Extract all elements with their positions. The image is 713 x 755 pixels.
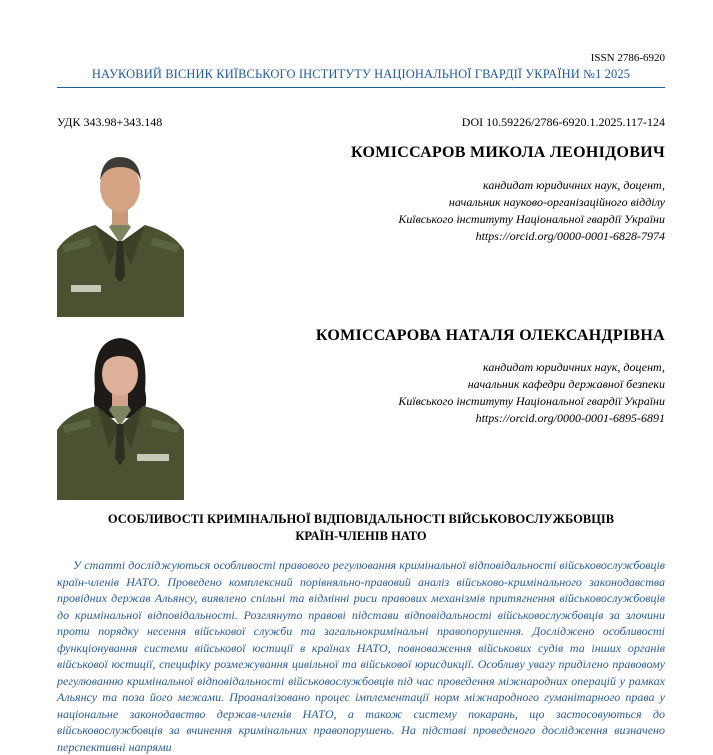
author-position: начальник кафедри державної безпеки [467,377,665,391]
udk-code: УДК 343.98+343.148 [57,115,163,129]
author-institution: Київського інституту Національної гвардії України [398,394,665,408]
article-abstract: У статті досліджуються особливості правового регулювання кримінальної відповідальності військовослужбовців країн-членів НАТО. Проведено комплексний порівняльно-правовий аналіз військово-кримінального законодавства провідних держав Альянсу, виявлено спільні та відмінні риси правових механізмів притягнення військовослужбовців до кримінальної відповідальності. Розглянуто правові підстави відповідальності військовослужбовців за злочини проти порядку несення військової служби та загальнокримінальні правопорушення. Досліджено особливості функціонування системи військової юстиції в країнах НАТО, повноваження військових судів та інших органів військової юстиції, специфіку розмежування цивільної та військової юрисдикції. Особливу увагу приділено правовому регулюванню кримінальної відповідальності військовослужбовців під час проведення міжнародних операцій у рамках Альянсу та поза його межами. Проаналізовано процес імплементації норм міжнародного гуманітарного права у національне законодавство держав-членів НАТО, а також систему покарань, що застосовуються до військовослужбовців за вчинення кримінальних правопорушень. На підставі проведеного дослідження визначено перспективні напрями [57,558,665,754]
doi: DOI 10.59226/2786-6920.1.2025.117-124 [461,115,665,129]
author-orcid-link[interactable]: https://orcid.org/0000-0001-6828-7974 [475,229,665,243]
author-institution: Київського інституту Національної гвардії України [398,212,665,226]
author-position: начальник науково-організаційного відділу [448,195,665,209]
author-orcid-link[interactable]: https://orcid.org/0000-0001-6895-6891 [475,411,665,425]
journal-title: НАУКОВИЙ ВІСНИК КИЇВСЬКОГО ІНСТИТУТУ НАЦІОНАЛЬНОЇ ГВАРДІЇ УКРАЇНИ №1 2025 [91,67,631,81]
article-title-line-2: КРАЇН-ЧЛЕНІВ НАТО [295,529,427,543]
author-name-2: КОМІССАРОВА НАТАЛЯ ОЛЕКСАНДРІВНА [315,327,665,344]
author-affiliation-2 [398,359,665,427]
author-photo-komissarov [57,145,184,317]
author-degree: кандидат юридичних наук, доцент, [483,360,665,374]
author-photo-komissarova [57,330,184,500]
author-degree: кандидат юридичних наук, доцент, [483,178,665,192]
author-name-1: КОМІССАРОВ МИКОЛА ЛЕОНІДОВИЧ [351,144,665,161]
issn: ISSN 2786-6920 [590,52,665,64]
article-title-line-1: ОСОБЛИВОСТІ КРИМІНАЛЬНОЇ ВІДПОВІДАЛЬНОСТІ ВІЙСЬКОВОСЛУЖБОВЦІВ [107,512,615,526]
article-title [57,511,665,545]
header-divider [57,87,665,88]
author-affiliation-1 [398,177,665,245]
